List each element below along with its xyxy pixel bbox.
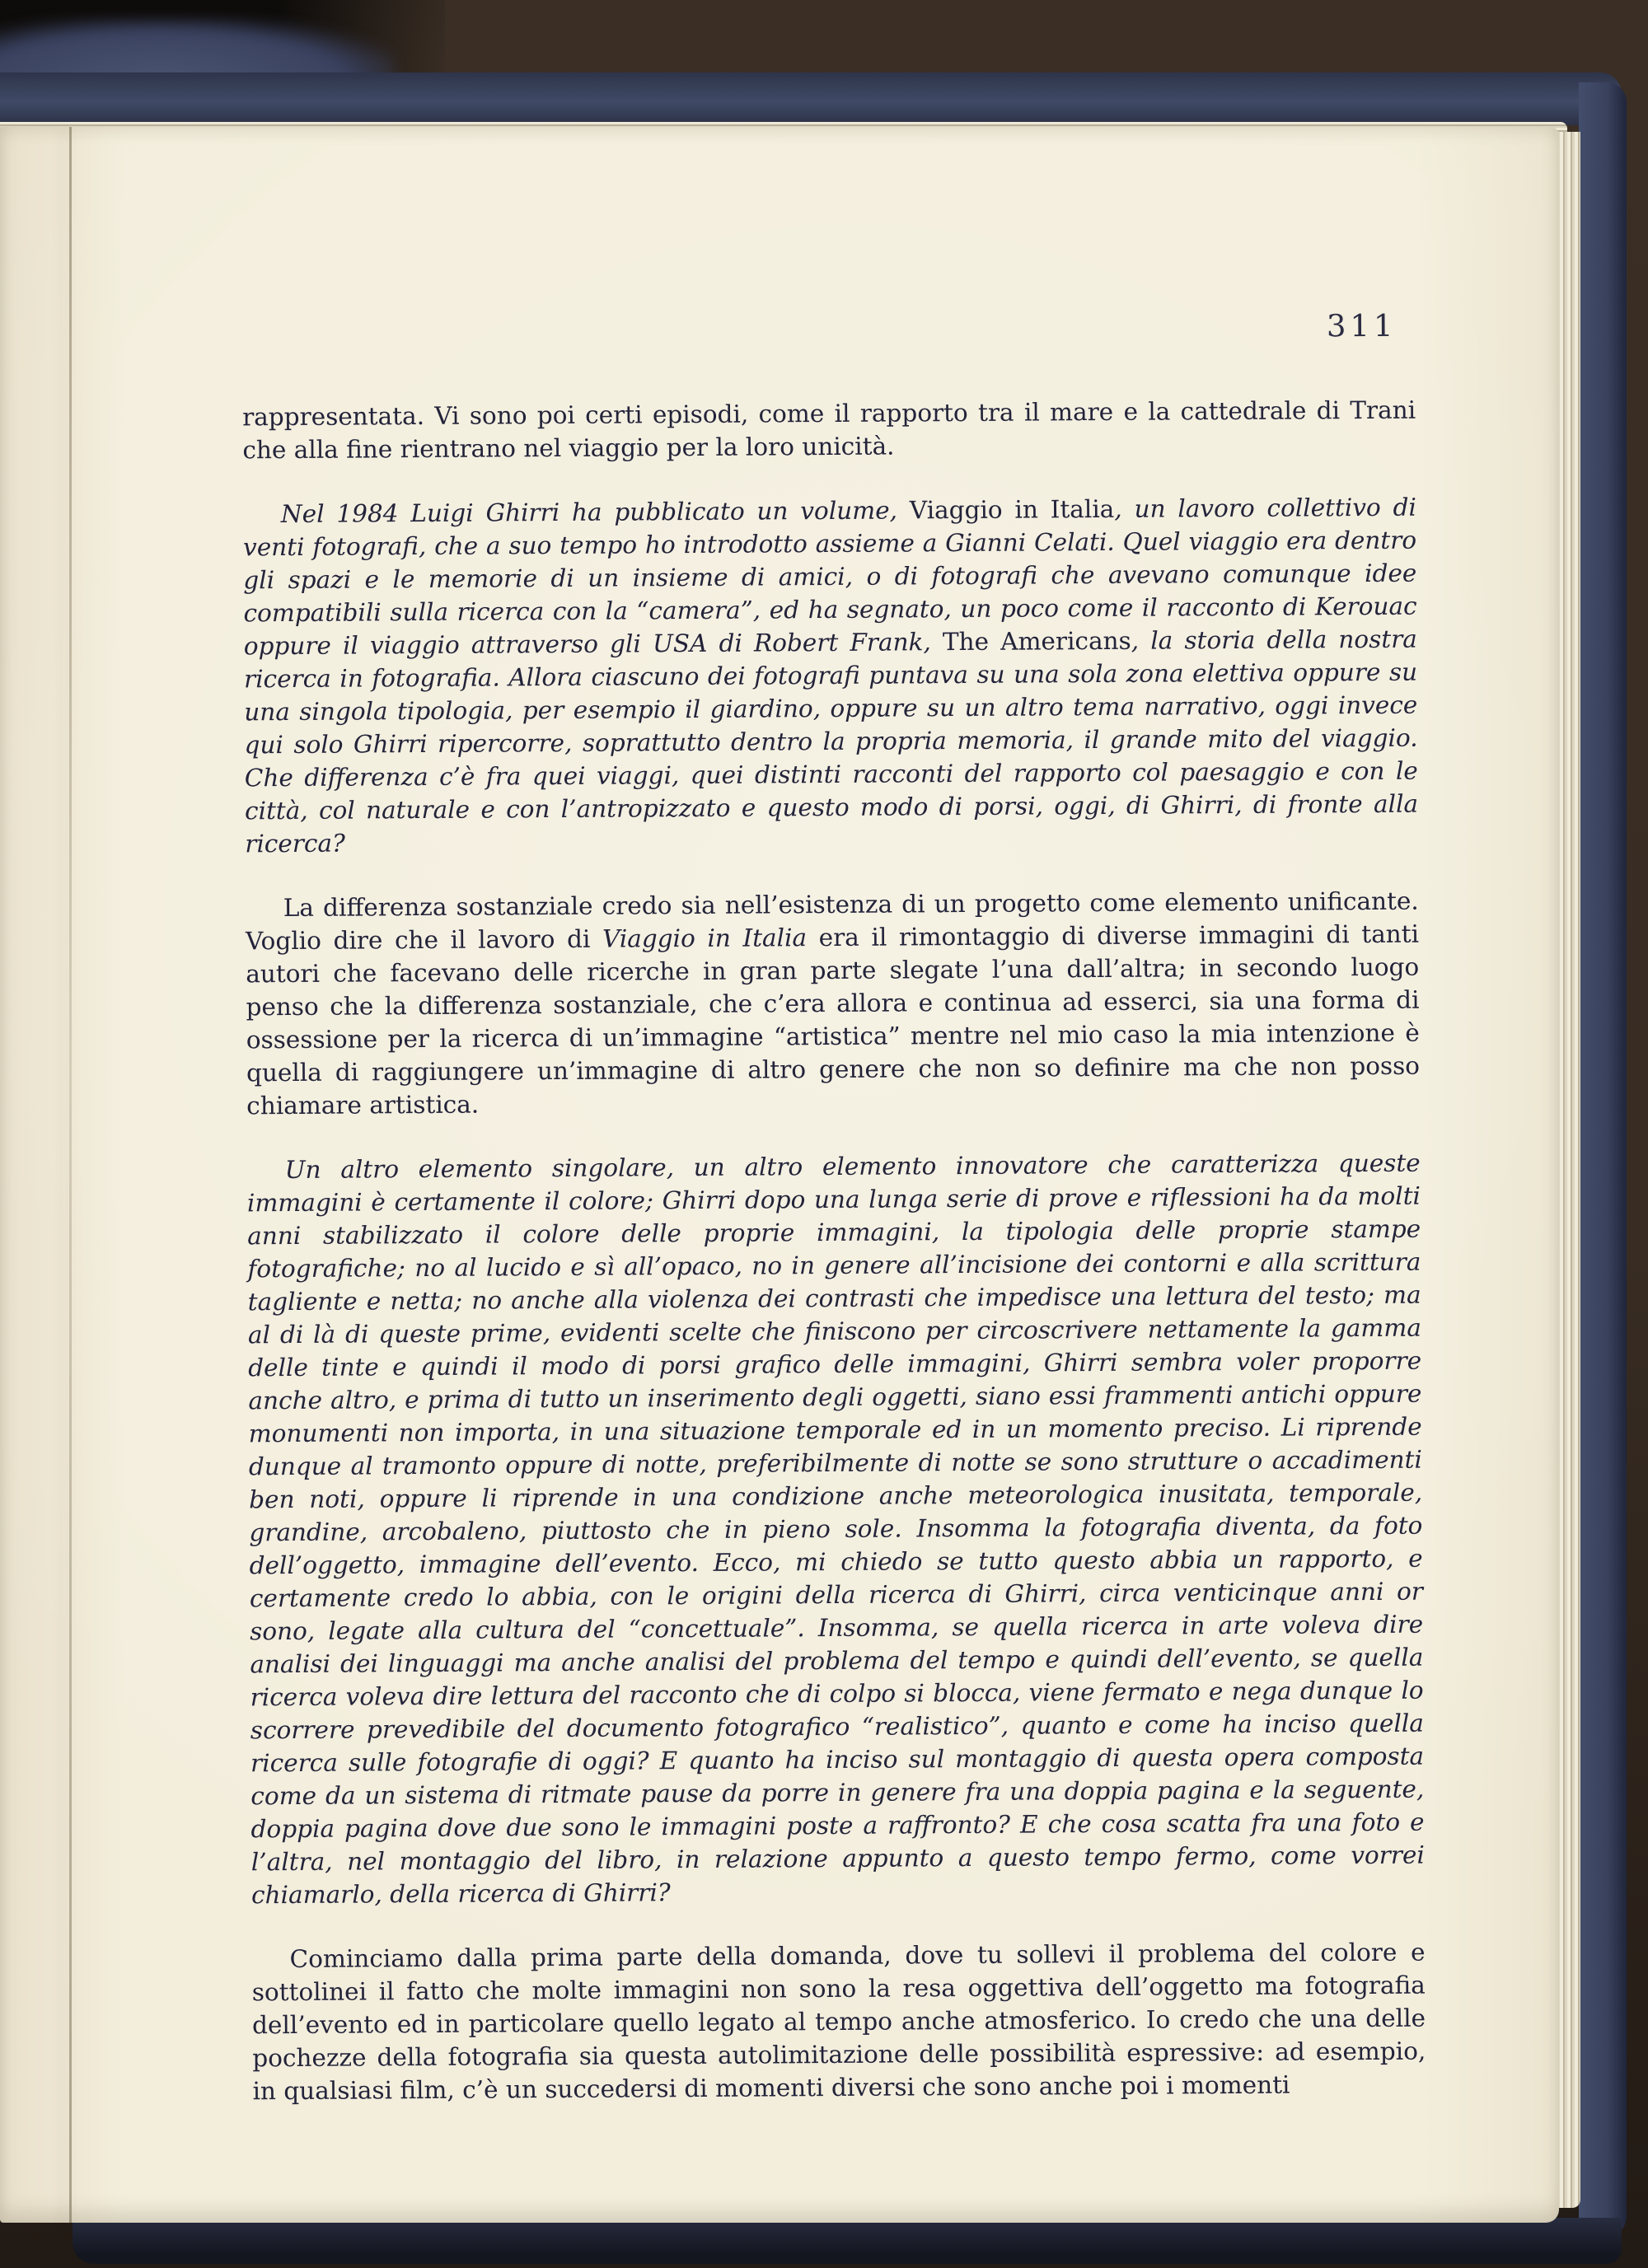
text-block [242, 394, 1426, 2108]
roman-text-segment: rappresentata. Vi sono poi certi episodi, come il rapporto tra il mare e la cattedrale di Trani che alla fine rientrano nel viaggio per la loro unicità. [242, 395, 1416, 465]
paragraph [243, 491, 1419, 861]
roman-text-segment: The Americans [942, 626, 1131, 657]
paragraph [251, 1936, 1426, 2108]
italic-text-segment: , un lavoro collettivo di venti fotografi, che a suo tempo ho introdotto assieme a Gianni Celati. Quel viaggio era dentro gli spazi e le memorie di un insieme di amici, o di fotografi che avevano comunque idee compatibili sulla ricerca con la “camera”, ed ha segnato, un poco come il racconto di Kerouac oppure il viaggio attraverso gli USA di Robert Frank, [243, 493, 1417, 661]
roman-text-segment: La differenza sostanziale credo sia nell’esistenza di un progetto come elemento unificante. Voglio dire che il lavoro di [245, 886, 1419, 956]
page-gutter-crease [69, 127, 72, 2223]
roman-text-segment: Cominciamo dalla prima parte della domanda, dove tu sollevi il problema del colore e sottolinei il fatto che molte immagini non sono la resa oggettiva dell’oggetto ma fotografia dell’evento ed in particolare quello legato al tempo anche atmosferico. Io credo che una delle pochezze della fotografia sia questa autolimitazione delle possibilità espressive: ad esempio, in qualsiasi film, c’è un succedersi di momenti diversi che sono anche poi i momenti [251, 1938, 1426, 2106]
paragraph [246, 885, 1421, 1123]
italic-text-segment: Un altro elemento singolare, un altro elemento innovatore che caratterizza queste immagini è certamente il colore; Ghirri dopo una lunga serie di prove e riflessioni ha da molti anni stabilizzato il colore delle proprie immagini, la tipologia delle proprie stampe fotografiche; no al lucido e sì all’opaco, no in genere all’incisione dei contorni e alla scrittura tagliente e netta; no anche alla violenza dei contrasti che impedisce una lettura del testo; ma al di là di queste prime, evidenti scelte che finiscono per circoscrivere nettamente la gamma delle tinte e quindi il modo di porsi grafico delle immagini, Ghirri sembra voler proporre anche altro, e prima di tutto un inserimento degli oggetti, siano essi frammenti antichi oppure monumenti non importa, in una situazione temporale ed in un momento preciso. Li riprende dunque al tramonto oppure di notte, preferibilmente di notte se sono strutture o accadimenti ben noti, oppure li riprende in una condizione anche meteorologica inusitata, temporale, grandine, arcobaleno, piuttosto che in pieno sole. Insomma la fotografia diventa, da foto dell’oggetto, immagine dell’evento. Ecco, mi chiedo se tutto questo abbia un rapporto, e certamente credo lo abbia, con le origini della ricerca di Ghirri, circa venticinque anni or sono, legate alla cultura del “concettuale”. Insomma, se quella ricerca in arte voleva dire analisi dei linguaggi ma anche analisi del problema del tempo e quindi dell’evento, se quella ricerca voleva dire lettura del racconto che di colpo si blocca, viene fermato e nega dunque lo scorrere prevedibile del documento fotografico “realistico”, quanto e come ha inciso quella ricerca sulle fotografie di oggi? E quanto ha inciso sul montaggio di questa opera composta come da un sistema di ritmate pause da porre in genere fra una doppia pagina e la seguente, doppia pagina dove due sono le immagini poste a raffronto? E che cosa scatta fra una foto e l’altra, nel montaggio del libro, in relazione appunto a questo tempo fermo, come vorrei chiamarlo, della ricerca di Ghirri? [246, 1148, 1425, 1910]
italic-text-segment: , la storia della nostra ricerca in fotografia. Allora ciascuno dei fotografi puntava su una sola zona elettiva oppure su una singola tipologia, per esempio il giardino, oppure su un altro tema narrativo, oggi invece qui solo Ghirri ripercorre, soprattutto dentro la propria memoria, il grande mito del viaggio. Che differenza c’è fra quei viaggi, quei distinti racconti del rapporto col paesaggio e con le città, col naturale e con l’antropizzato e questo modo di porsi, oggi, di Ghirri, di fronte alla ricerca? [243, 624, 1419, 858]
book-cover-top-edge [0, 72, 1622, 125]
paragraph [247, 1147, 1426, 1912]
italic-text-segment: Nel 1984 Luigi Ghirri ha pubblicato un volume, [280, 496, 910, 529]
paragraph [242, 394, 1416, 467]
roman-text-segment: era il rimontaggio di diverse immagini di tanti autori che facevano delle ricerche in gran parte slegate l’una dall’altra; in secondo luogo penso che la differenza sostanziale, che c’era allora e continua ad esserci, sia una forma di ossessione per la ricerca di un’immagine “artistica” mentre nel mio caso la mia intenzione è quella di raggiungere un’immagine di altro genere che non so definire ma che non posso chiamare artistica. [246, 919, 1421, 1120]
page-number: 311 [1326, 307, 1398, 344]
italic-text-segment: Viaggio in Italia [602, 924, 808, 953]
book-page [0, 127, 1559, 2223]
book-cover-right-edge [1579, 82, 1627, 2238]
page-content-area [241, 124, 1427, 2227]
roman-text-segment: Viaggio in Italia [909, 494, 1115, 525]
